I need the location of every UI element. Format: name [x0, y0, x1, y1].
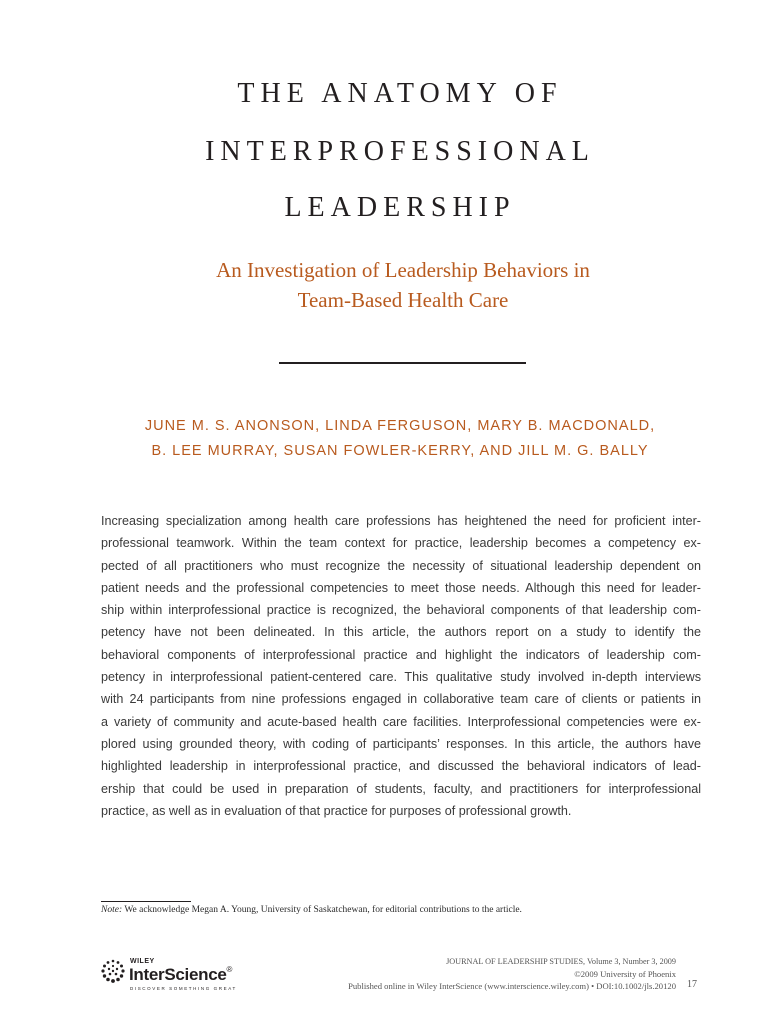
journal-citation: JOURNAL OF LEADERSHIP STUDIES, Volume 3, Number 3, 2009	[446, 957, 676, 966]
copyright-line: ©2009 University of Phoenix	[574, 969, 676, 979]
abstract-line: petency have not been delineated. In this article, the authors report on a study to identify the	[101, 625, 701, 640]
abstract	[101, 510, 701, 822]
published-online-line: Published online in Wiley InterScience (www.interscience.wiley.com) • DOI:10.1002/jls.20120	[348, 981, 676, 991]
abstract-line: highlighted leadership in interprofessional practice, and discussed the behavioral indicators of lead-	[101, 759, 701, 774]
registered-mark: ®	[226, 965, 233, 974]
title-line-2: INTERPROFESSIONAL	[205, 136, 595, 167]
footnote-text: We acknowledge Megan A. Young, University of Saskatchewan, for editorial contributions to the article.	[122, 905, 522, 915]
abstract-line: ership that could be used in preparation of students, faculty, and practitioners for interprofessional	[101, 781, 701, 796]
title-line-1: THE ANATOMY OF	[237, 78, 563, 109]
wiley-interscience-logo	[100, 956, 240, 996]
abstract-line: pected of all practitioners who must recognize the necessity of situational leadership dependent on	[101, 558, 701, 573]
abstract-line: plored using grounded theory, with coding of participants’ responses. In this article, the authors have	[101, 736, 701, 751]
abstract-line: patient needs and the professional competencies to meet those needs. Although this need for leader-	[101, 580, 701, 595]
page-number: 17	[687, 979, 697, 990]
logo-tagline: DISCOVER SOMETHING GREAT	[130, 986, 237, 991]
abstract-line: behavioral components of interprofessional practice and highlight the indicators of leadership com-	[101, 647, 701, 662]
globe-icon	[100, 958, 126, 984]
wiley-wordmark: WILEY	[130, 958, 155, 965]
abstract-line: Increasing specialization among health care professions has heightened the need for proficient inter-	[101, 514, 701, 528]
authors-line-1: JUNE M. S. ANONSON, LINDA FERGUSON, MARY B. MACDONALD,	[144, 418, 656, 434]
subtitle-line-2: Team-Based Health Care	[297, 288, 509, 312]
abstract-line: petency in interprofessional patient-centered care. This qualitative study involved in-depth interviews	[101, 670, 701, 685]
abstract-line: practice, as well as in evaluation of that practice for purposes of professional growth.	[101, 803, 572, 818]
abstract-line: a variety of community and acute-based health care facilities. Interprofessional competencies were ex-	[101, 714, 701, 729]
title-divider	[279, 362, 526, 364]
footnote	[101, 905, 522, 915]
footnote-divider	[101, 901, 191, 902]
abstract-line: professional teamwork. Within the team context for practice, leadership becomes a competency ex-	[101, 536, 701, 551]
authors-line-2: B. LEE MURRAY, SUSAN FOWLER-KERRY, AND JILL M. G. BALLY	[151, 443, 649, 459]
interscience-name: InterScience	[129, 965, 227, 984]
abstract-line: with 24 participants from nine professions engaged in collaborative team care of clients or patients in	[101, 692, 701, 707]
subtitle-line-1: An Investigation of Leadership Behaviors in	[216, 258, 590, 282]
interscience-wordmark	[129, 965, 232, 985]
title-line-3: LEADERSHIP	[284, 192, 516, 223]
footnote-label: Note:	[101, 905, 123, 915]
abstract-line: ship within interprofessional practice is recognized, the behavioral components of that leadership com-	[101, 603, 701, 618]
